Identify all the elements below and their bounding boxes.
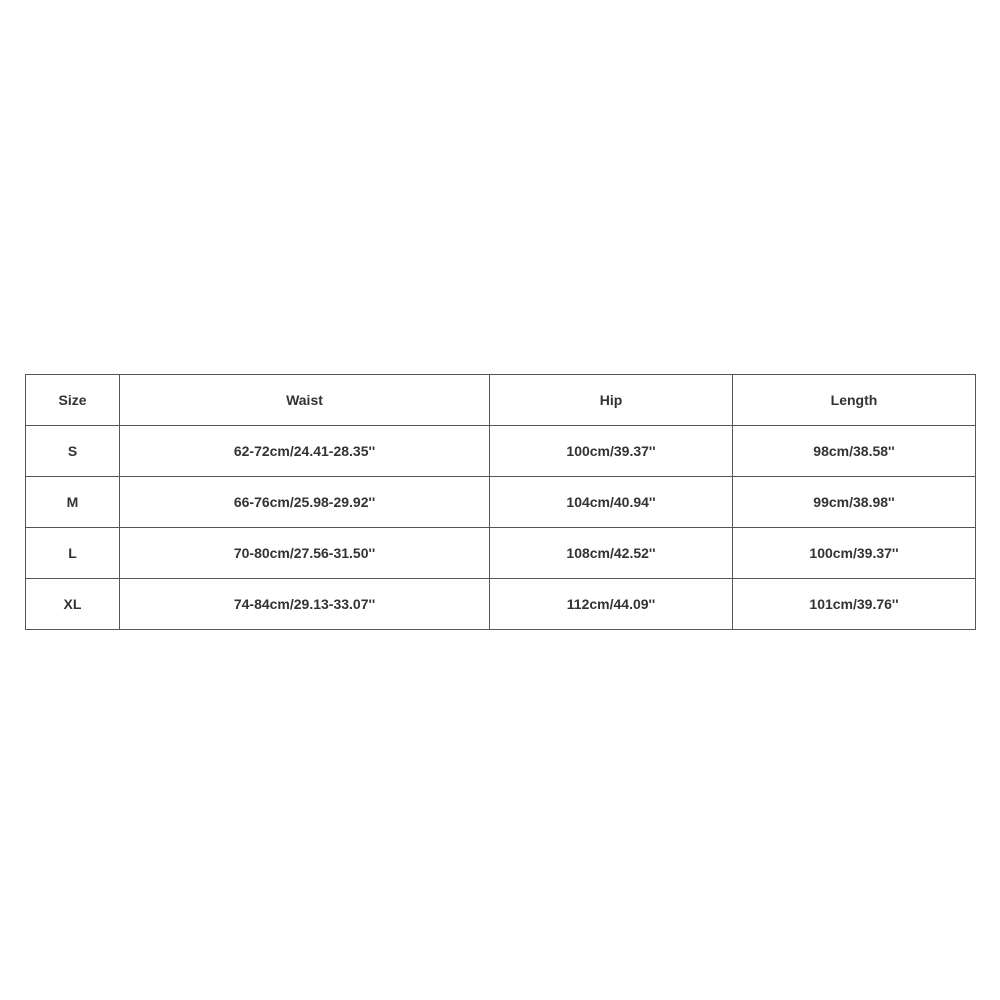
cell-waist: 66-76cm/25.98-29.92'' — [120, 477, 490, 528]
cell-size: M — [26, 477, 120, 528]
table-row — [26, 579, 976, 630]
cell-length: 101cm/39.76'' — [733, 579, 976, 630]
cell-waist: 74-84cm/29.13-33.07'' — [120, 579, 490, 630]
header-hip: Hip — [490, 375, 733, 426]
cell-size: S — [26, 426, 120, 477]
cell-hip: 112cm/44.09'' — [490, 579, 733, 630]
header-waist: Waist — [120, 375, 490, 426]
cell-size: L — [26, 528, 120, 579]
cell-hip: 104cm/40.94'' — [490, 477, 733, 528]
header-length: Length — [733, 375, 976, 426]
size-chart-table — [25, 374, 976, 630]
header-size: Size — [26, 375, 120, 426]
cell-length: 100cm/39.37'' — [733, 528, 976, 579]
cell-waist: 62-72cm/24.41-28.35'' — [120, 426, 490, 477]
cell-length: 99cm/38.98'' — [733, 477, 976, 528]
cell-hip: 100cm/39.37'' — [490, 426, 733, 477]
table-row — [26, 426, 976, 477]
table-header-row — [26, 375, 976, 426]
table-row — [26, 528, 976, 579]
table-row — [26, 477, 976, 528]
cell-length: 98cm/38.58'' — [733, 426, 976, 477]
cell-size: XL — [26, 579, 120, 630]
cell-waist: 70-80cm/27.56-31.50'' — [120, 528, 490, 579]
cell-hip: 108cm/42.52'' — [490, 528, 733, 579]
